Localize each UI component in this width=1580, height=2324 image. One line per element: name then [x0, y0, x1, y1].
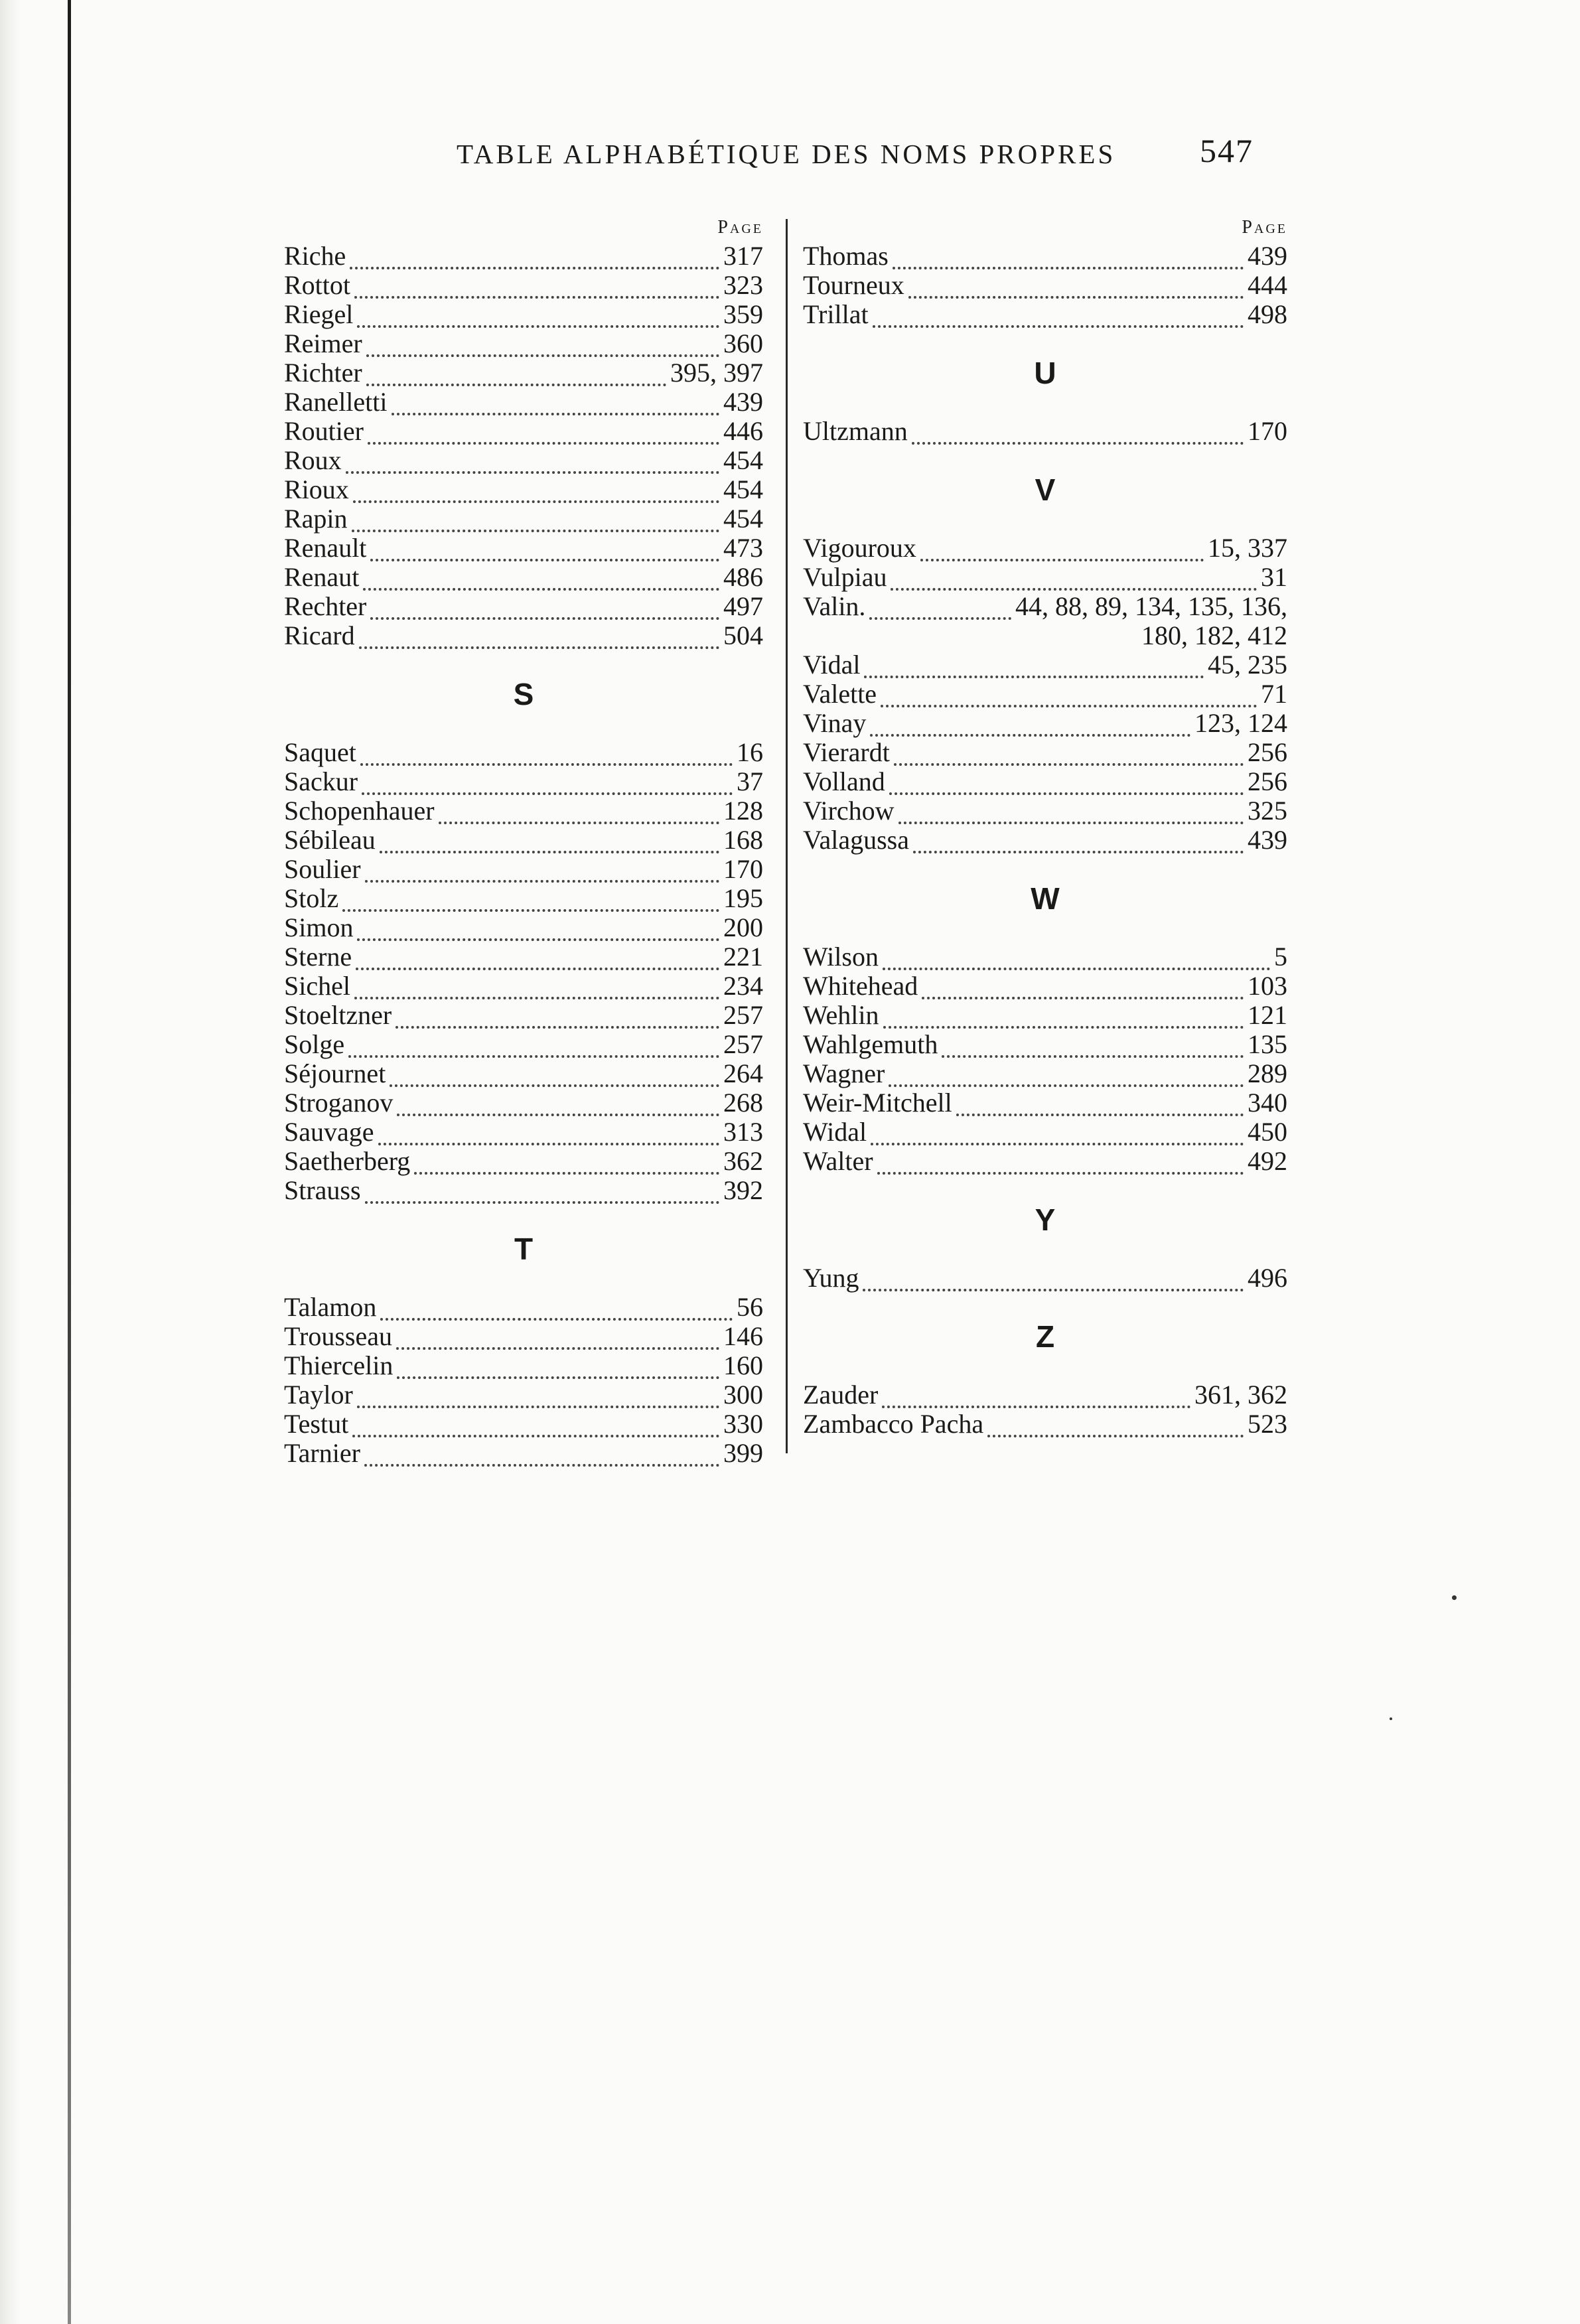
dot-leader [380, 835, 719, 853]
index-entry [284, 855, 763, 884]
page-column-label: Page [717, 217, 763, 238]
index-entry [803, 417, 1287, 446]
entry-pages: 5 [1274, 942, 1287, 972]
entry-pages: 135 [1248, 1029, 1287, 1059]
entry-name: Reimer [284, 328, 362, 358]
entry-name: Stoeltzner [284, 1000, 392, 1030]
index-entry [284, 1147, 763, 1176]
entry-pages: 15, 337 [1208, 533, 1287, 563]
entry-pages: 168 [723, 825, 763, 855]
index-entry [803, 680, 1287, 709]
entry-name: Sichel [284, 971, 350, 1001]
dot-leader [397, 1098, 719, 1116]
index-entry [284, 475, 763, 504]
index-entry [284, 563, 763, 592]
index-entry [284, 1380, 763, 1410]
index-entry [284, 1059, 763, 1088]
entry-pages: 146 [723, 1321, 763, 1351]
entry-pages: 330 [723, 1409, 763, 1439]
dot-leader [891, 572, 1257, 591]
dot-leader [882, 1390, 1190, 1408]
dot-leader [362, 776, 733, 795]
dot-leader [414, 1156, 719, 1175]
dot-leader [380, 1302, 733, 1321]
entry-name: Valette [803, 679, 877, 709]
dot-leader [360, 747, 733, 766]
entry-pages: 160 [723, 1350, 763, 1380]
entry-name: Wilson [803, 942, 879, 972]
entry-pages: 523 [1248, 1409, 1287, 1439]
dot-leader [889, 776, 1244, 795]
entry-pages: 103 [1248, 971, 1287, 1001]
index-entry [284, 738, 763, 767]
entry-name: Taylor [284, 1380, 353, 1410]
dot-leader [365, 864, 719, 883]
entry-pages: 454 [723, 445, 763, 475]
index-entry [284, 388, 763, 417]
dot-leader [920, 543, 1204, 561]
entry-pages: 497 [723, 591, 763, 621]
index-entry [803, 534, 1287, 563]
index-entry [803, 972, 1287, 1001]
entry-pages-continued: 180, 182, 412 [1141, 620, 1287, 650]
section-letter: U [1034, 356, 1056, 390]
dot-leader [922, 981, 1244, 999]
index-entry [803, 738, 1287, 767]
entry-name: Wagner [803, 1058, 885, 1088]
dot-leader [392, 397, 719, 415]
dot-leader [354, 280, 719, 299]
dot-leader [364, 1448, 719, 1467]
entry-pages: 257 [723, 1000, 763, 1030]
entry-pages: 446 [723, 416, 763, 446]
entry-name: Solge [284, 1029, 345, 1059]
index-column-left [284, 214, 763, 1468]
dot-leader [942, 1039, 1244, 1058]
entry-name: Widal [803, 1117, 867, 1147]
index-entry [284, 300, 763, 329]
entry-pages: 496 [1248, 1263, 1287, 1293]
entry-name: Tarnier [284, 1438, 360, 1468]
section-letter: V [1035, 472, 1056, 507]
index-entry [284, 972, 763, 1001]
dot-leader [378, 1127, 719, 1145]
entry-pages: 44, 88, 89, 134, 135, 136, [1015, 591, 1287, 621]
entry-pages: 221 [723, 942, 763, 972]
index-entry [803, 1147, 1287, 1176]
section-letter: Z [1035, 1319, 1055, 1354]
entry-name: Valin. [803, 591, 866, 621]
entry-name: Zauder [803, 1380, 879, 1410]
entry-name: Riche [284, 241, 346, 271]
entry-pages: 498 [1248, 299, 1287, 329]
entry-pages: 340 [1248, 1088, 1287, 1118]
dot-leader [352, 1419, 719, 1437]
entry-name: Yung [803, 1263, 859, 1293]
dot-leader [363, 572, 719, 591]
dot-leader [365, 1185, 719, 1204]
index-entry [803, 242, 1287, 271]
dot-leader [346, 455, 719, 474]
entry-pages: 31 [1261, 562, 1287, 592]
dot-leader [370, 601, 719, 620]
index-entry [803, 796, 1287, 826]
running-head: TABLE ALPHABÉTIQUE DES NOMS PROPRES [457, 139, 1116, 169]
entry-pages: 492 [1248, 1146, 1287, 1176]
entry-pages: 195 [723, 883, 763, 913]
index-entry [284, 621, 763, 650]
index-entry [284, 242, 763, 271]
index-entry [803, 1264, 1287, 1293]
dot-leader [348, 1039, 719, 1058]
section-letter: W [1031, 881, 1060, 916]
index-entry [803, 1410, 1287, 1439]
entry-name: Ranelletti [284, 387, 388, 417]
entry-pages: 170 [723, 854, 763, 884]
entry-pages: 360 [723, 328, 763, 358]
dot-leader [366, 338, 719, 357]
index-entry [803, 1380, 1287, 1410]
entry-pages: 317 [723, 241, 763, 271]
entry-pages: 71 [1261, 679, 1287, 709]
entry-name: Renaut [284, 562, 360, 592]
entry-pages: 121 [1248, 1000, 1287, 1030]
entry-name: Trousseau [284, 1321, 392, 1351]
index-entry [803, 1059, 1287, 1088]
entry-pages: 37 [737, 766, 763, 796]
dot-leader [366, 368, 666, 386]
dot-leader [397, 1360, 719, 1379]
entry-name: Vinay [803, 708, 867, 738]
index-entry [284, 1118, 763, 1147]
entry-pages: 454 [723, 504, 763, 534]
index-entry [803, 650, 1287, 680]
index-entry [284, 884, 763, 913]
entry-pages: 268 [723, 1088, 763, 1118]
index-entry [803, 1088, 1287, 1118]
index-entry [284, 1088, 763, 1118]
entry-name: Soulier [284, 854, 361, 884]
speck [1390, 1717, 1392, 1720]
entry-name: Valagussa [803, 825, 909, 855]
entry-name: Sterne [284, 942, 352, 972]
entry-pages: 323 [723, 270, 763, 300]
index-entry [284, 271, 763, 300]
entry-name: Vigouroux [803, 533, 916, 563]
dot-leader [357, 1390, 719, 1408]
entry-name: Vidal [803, 650, 861, 680]
entry-name: Stolz [284, 883, 339, 913]
index-entry [803, 709, 1287, 738]
page-column-label: Page [1242, 217, 1287, 238]
entry-name: Wehlin [803, 1000, 879, 1030]
entry-name: Rapin [284, 504, 348, 534]
entry-name: Virchow [803, 796, 895, 826]
entry-pages: 123, 124 [1194, 708, 1287, 738]
index-entry [284, 1410, 763, 1439]
entry-name: Stroganov [284, 1088, 394, 1118]
entry-pages: 56 [737, 1292, 763, 1322]
entry-pages: 450 [1248, 1117, 1287, 1147]
entry-pages: 234 [723, 971, 763, 1001]
entry-pages: 256 [1248, 766, 1287, 796]
index-entry [284, 504, 763, 534]
entry-name: Riegel [284, 299, 354, 329]
entry-name: Ricard [284, 620, 355, 650]
dot-leader [898, 806, 1244, 824]
index-entry [284, 913, 763, 942]
index-entry [284, 796, 763, 826]
page-edge-shadow [0, 0, 20, 2324]
entry-name: Schopenhauer [284, 796, 435, 826]
speck [1452, 1595, 1457, 1600]
dot-leader [881, 689, 1257, 707]
page-number: 547 [1200, 132, 1254, 169]
entry-pages: 392 [723, 1175, 763, 1205]
entry-pages: 454 [723, 474, 763, 504]
index-entry [803, 1118, 1287, 1147]
binding-edge [68, 0, 71, 2324]
dot-leader [871, 1127, 1244, 1145]
entry-name: Weir-Mitchell [803, 1088, 952, 1118]
entry-name: Strauss [284, 1175, 361, 1205]
dot-leader [893, 251, 1244, 269]
index-entry [803, 826, 1287, 855]
dot-leader [350, 251, 719, 269]
entry-pages: 256 [1248, 737, 1287, 767]
entry-name: Rioux [284, 474, 349, 504]
entry-name: Simon [284, 912, 354, 942]
index-entry [284, 942, 763, 972]
entry-name: Vulpiau [803, 562, 887, 592]
entry-name: Talamon [284, 1292, 377, 1322]
entry-name: Testut [284, 1409, 349, 1439]
entry-name: Ultzmann [803, 416, 908, 446]
index-entry [284, 1293, 763, 1322]
entry-name: Saetherberg [284, 1146, 411, 1176]
dot-leader [342, 893, 719, 912]
entry-pages: 439 [723, 387, 763, 417]
dot-leader [353, 484, 719, 503]
dot-leader [370, 543, 719, 561]
entry-name: Trillat [803, 299, 869, 329]
entry-pages: 439 [1248, 825, 1287, 855]
dot-leader [354, 981, 719, 999]
dot-leader [956, 1098, 1244, 1116]
dot-leader [356, 952, 719, 970]
entry-name: Volland [803, 766, 885, 796]
entry-name: Rottot [284, 270, 351, 300]
entry-pages: 486 [723, 562, 763, 592]
entry-name: Zambacco Pacha [803, 1409, 984, 1439]
entry-pages: 362 [723, 1146, 763, 1176]
dot-leader [883, 952, 1270, 970]
index-entry [284, 417, 763, 446]
dot-leader [912, 426, 1244, 445]
index-entry [803, 563, 1287, 592]
entry-pages: 504 [723, 620, 763, 650]
index-entry [803, 942, 1287, 972]
index-entry [284, 826, 763, 855]
index-entry [284, 1176, 763, 1205]
dot-leader [877, 1156, 1244, 1175]
entry-pages: 361, 362 [1194, 1380, 1287, 1410]
index-entry [284, 1322, 763, 1351]
index-entry [284, 329, 763, 358]
index-entry [803, 767, 1287, 796]
entry-pages: 325 [1248, 796, 1287, 826]
entry-name: Tourneux [803, 270, 904, 300]
index-entry [803, 1001, 1287, 1030]
entry-name: Thiercelin [284, 1350, 394, 1380]
dot-leader [883, 1010, 1244, 1029]
entry-name: Sackur [284, 766, 358, 796]
entry-name: Whitehead [803, 971, 918, 1001]
dot-leader [352, 514, 719, 532]
dot-leader [390, 1068, 719, 1087]
entry-pages: 45, 235 [1208, 650, 1287, 680]
entry-name: Rechter [284, 591, 367, 621]
entry-pages: 359 [723, 299, 763, 329]
dot-leader [863, 1273, 1244, 1291]
dot-leader [870, 718, 1190, 737]
entry-name: Richter [284, 358, 362, 388]
entry-pages: 399 [723, 1438, 763, 1468]
section-letter: Y [1035, 1202, 1056, 1237]
entry-pages: 444 [1248, 270, 1287, 300]
section-letter: S [513, 677, 534, 711]
index-column-right [803, 214, 1287, 1439]
dot-leader [869, 601, 1011, 620]
index-entry [284, 592, 763, 621]
entry-pages: 170 [1248, 416, 1287, 446]
entry-name: Saquet [284, 737, 356, 767]
dot-leader [864, 660, 1204, 678]
dot-leader [913, 835, 1244, 853]
entry-name: Thomas [803, 241, 889, 271]
section-letter: T [514, 1232, 534, 1266]
index-entry [284, 1030, 763, 1059]
index-entry [284, 1351, 763, 1380]
entry-pages: 473 [723, 533, 763, 563]
entry-name: Sébileau [284, 825, 376, 855]
index-entry [803, 1030, 1287, 1059]
entry-name: Séjournet [284, 1058, 386, 1088]
entry-name: Vierardt [803, 737, 890, 767]
index-entry [284, 446, 763, 475]
column-divider [786, 219, 788, 1453]
dot-leader [889, 1068, 1244, 1087]
entry-name: Sauvage [284, 1117, 374, 1147]
dot-leader [873, 309, 1244, 328]
entry-pages: 128 [723, 796, 763, 826]
dot-leader [396, 1331, 719, 1350]
index-entry [803, 271, 1287, 300]
index-entry [284, 1001, 763, 1030]
entry-pages: 439 [1248, 241, 1287, 271]
dot-leader [359, 630, 719, 649]
dot-leader [894, 747, 1244, 766]
index-entry [284, 767, 763, 796]
dot-leader [987, 1419, 1244, 1437]
entry-pages: 395, 397 [670, 358, 763, 388]
entry-pages: 257 [723, 1029, 763, 1059]
entry-pages: 313 [723, 1117, 763, 1147]
entry-name: Roux [284, 445, 342, 475]
dot-leader [368, 426, 719, 445]
index-entry [284, 1439, 763, 1468]
entry-pages: 264 [723, 1058, 763, 1088]
entry-pages: 300 [723, 1380, 763, 1410]
index-entry [803, 300, 1287, 329]
dot-leader [357, 922, 719, 941]
entry-pages: 16 [737, 737, 763, 767]
entry-name: Wahlgemuth [803, 1029, 938, 1059]
entry-pages: 289 [1248, 1058, 1287, 1088]
entry-name: Walter [803, 1146, 873, 1176]
index-entry [284, 534, 763, 563]
entry-pages: 200 [723, 912, 763, 942]
dot-leader [908, 280, 1244, 299]
index-entry [803, 592, 1287, 621]
dot-leader [395, 1010, 719, 1029]
entry-name: Renault [284, 533, 367, 563]
index-entry [284, 358, 763, 388]
dot-leader [357, 309, 719, 328]
dot-leader [439, 806, 719, 824]
entry-name: Routier [284, 416, 364, 446]
